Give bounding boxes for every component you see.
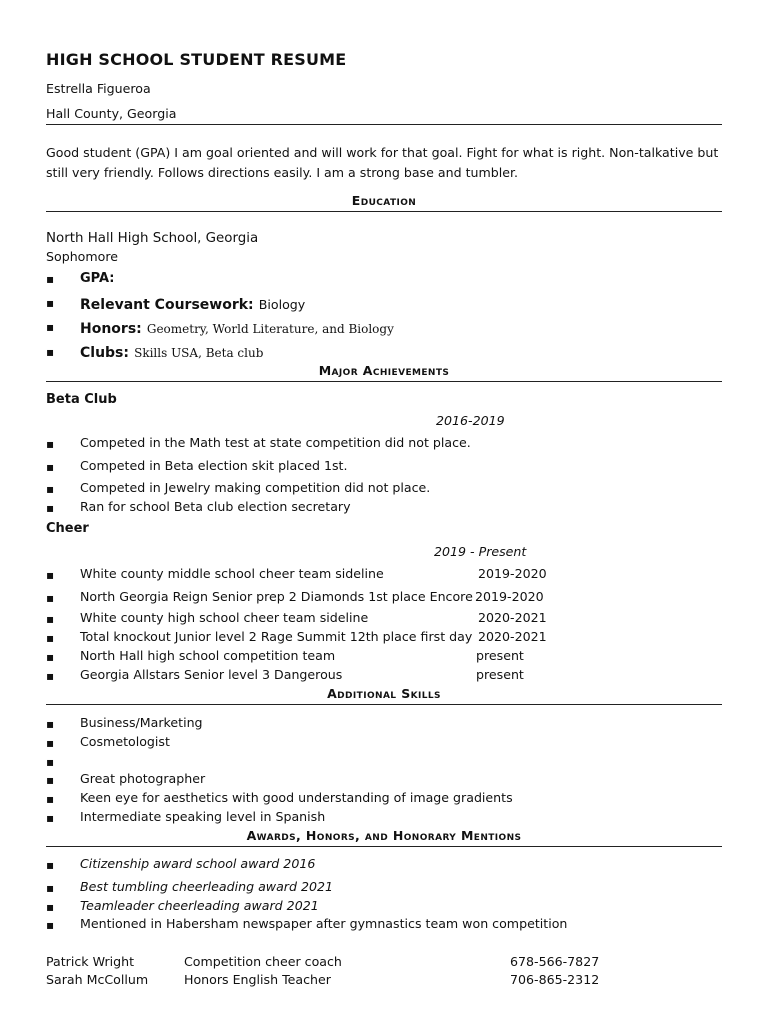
- cheer-item: White county high school cheer team sideline: [80, 610, 369, 625]
- coursework-value: Biology: [258, 297, 306, 312]
- awards-divider: [46, 846, 722, 847]
- bullet-icon: ▪: [46, 631, 55, 645]
- cheer-title: Cheer: [46, 521, 89, 536]
- skill-item: Cosmetologist: [80, 734, 170, 749]
- bullet-icon: ▪: [46, 755, 55, 769]
- beta-item: Competed in the Math test at state competition did not place.: [80, 435, 471, 450]
- reference-role: Competition cheer coach: [184, 954, 342, 969]
- honors-label: Honors:: [80, 321, 142, 337]
- coursework-label: Relevant Coursework:: [80, 297, 254, 313]
- skill-item: Intermediate speaking level in Spanish: [80, 809, 326, 824]
- skill-item: Keen eye for aesthetics with good understanding of image gradients: [80, 790, 513, 805]
- cheer-item-date: present: [476, 667, 524, 682]
- bullet-icon: ▪: [46, 272, 55, 286]
- skill-item: Great photographer: [80, 771, 206, 786]
- award-item: Best tumbling cheerleading award 2021: [80, 879, 334, 894]
- bullet-icon: ▪: [46, 320, 55, 334]
- beta-club-title: Beta Club: [46, 392, 117, 407]
- bullet-icon: ▪: [46, 811, 55, 825]
- reference-name: Sarah McCollum: [46, 972, 149, 987]
- bullet-icon: ▪: [46, 591, 55, 605]
- bullet-icon: ▪: [46, 437, 55, 451]
- cheer-dates: 2019 - Present: [434, 544, 527, 559]
- honors-value: Geometry, World Literature, and Biology: [146, 322, 394, 336]
- awards-heading: Awards, Honors, and Honorary Mentions: [246, 828, 522, 843]
- bullet-icon: ▪: [46, 501, 55, 515]
- reference-phone: 678-566-7827: [510, 954, 600, 969]
- cheer-item: Total knockout Junior level 2 Rage Summit 12th place first day: [80, 629, 473, 644]
- cheer-item: White county middle school cheer team sideline: [80, 566, 384, 581]
- cheer-item-date: 2019-2020: [478, 566, 547, 581]
- cheer-item: North Hall high school competition team: [80, 648, 336, 663]
- bullet-icon: ▪: [46, 736, 55, 750]
- beta-item: Competed in Jewelry making competition did not place.: [80, 480, 431, 495]
- resume-title: HIGH SCHOOL STUDENT RESUME: [46, 50, 347, 69]
- award-item: Mentioned in Habersham newspaper after gymnastics team won competition: [80, 916, 568, 931]
- clubs-line: [80, 342, 263, 361]
- education-heading: Education: [351, 193, 417, 208]
- cheer-item-date: 2020-2021: [478, 610, 547, 625]
- reference-role: Honors English Teacher: [184, 972, 331, 987]
- reference-phone: 706-865-2312: [510, 972, 600, 987]
- bullet-icon: ▪: [46, 650, 55, 664]
- gpa-label: GPA:: [80, 271, 115, 286]
- student-location: Hall County, Georgia: [46, 106, 177, 121]
- header-divider: [46, 124, 722, 125]
- bullet-icon: ▪: [46, 773, 55, 787]
- skill-item: Business/Marketing: [80, 715, 203, 730]
- grade-level: Sophomore: [46, 249, 119, 264]
- beta-item: Competed in Beta election skit placed 1st.: [80, 458, 348, 473]
- bullet-icon: ▪: [46, 345, 55, 359]
- beta-item: Ran for school Beta club election secretary: [80, 499, 351, 514]
- student-name: Estrella Figueroa: [46, 81, 151, 96]
- cheer-item: North Georgia Reign Senior prep 2 Diamonds 1st place Encore: [80, 589, 473, 604]
- skills-heading: Additional Skills: [327, 686, 441, 701]
- award-item: Teamleader cheerleading award 2021: [80, 898, 319, 913]
- bullet-icon: ▪: [46, 858, 55, 872]
- bullet-icon: ▪: [46, 669, 55, 683]
- bullet-icon: ▪: [46, 900, 55, 914]
- cheer-item-date: present: [476, 648, 524, 663]
- achievements-heading: Major Achievements: [318, 363, 450, 378]
- bullet-icon: ▪: [46, 717, 55, 731]
- bullet-icon: ▪: [46, 460, 55, 474]
- bullet-icon: ▪: [46, 881, 55, 895]
- reference-name: Patrick Wright: [46, 954, 135, 969]
- bullet-icon: ▪: [46, 918, 55, 932]
- bullet-icon: ▪: [46, 296, 55, 310]
- clubs-label: Clubs:: [80, 345, 129, 361]
- beta-club-dates: 2016-2019: [436, 413, 505, 428]
- skills-divider: [46, 704, 722, 705]
- summary-paragraph: Good student (GPA) I am goal oriented and will work for that goal. Fight for what is right. Non-talkative but still very friendly. Follows directions easily. I am a strong base and tumbler.: [46, 145, 719, 180]
- bullet-icon: ▪: [46, 612, 55, 626]
- cheer-item-date: 2019-2020: [475, 589, 544, 604]
- school-name: North Hall High School, Georgia: [46, 231, 259, 246]
- education-divider: [46, 211, 722, 212]
- cheer-item-date: 2020-2021: [478, 629, 547, 644]
- award-item: Citizenship award school award 2016: [80, 856, 316, 871]
- bullet-icon: ▪: [46, 482, 55, 496]
- clubs-value: Skills USA, Beta club: [134, 346, 264, 360]
- bullet-icon: ▪: [46, 568, 55, 582]
- honors-line: [80, 318, 394, 337]
- bullet-icon: ▪: [46, 792, 55, 806]
- cheer-item: Georgia Allstars Senior level 3 Dangerous: [80, 667, 343, 682]
- coursework-line: [80, 294, 305, 313]
- achievements-divider: [46, 381, 722, 382]
